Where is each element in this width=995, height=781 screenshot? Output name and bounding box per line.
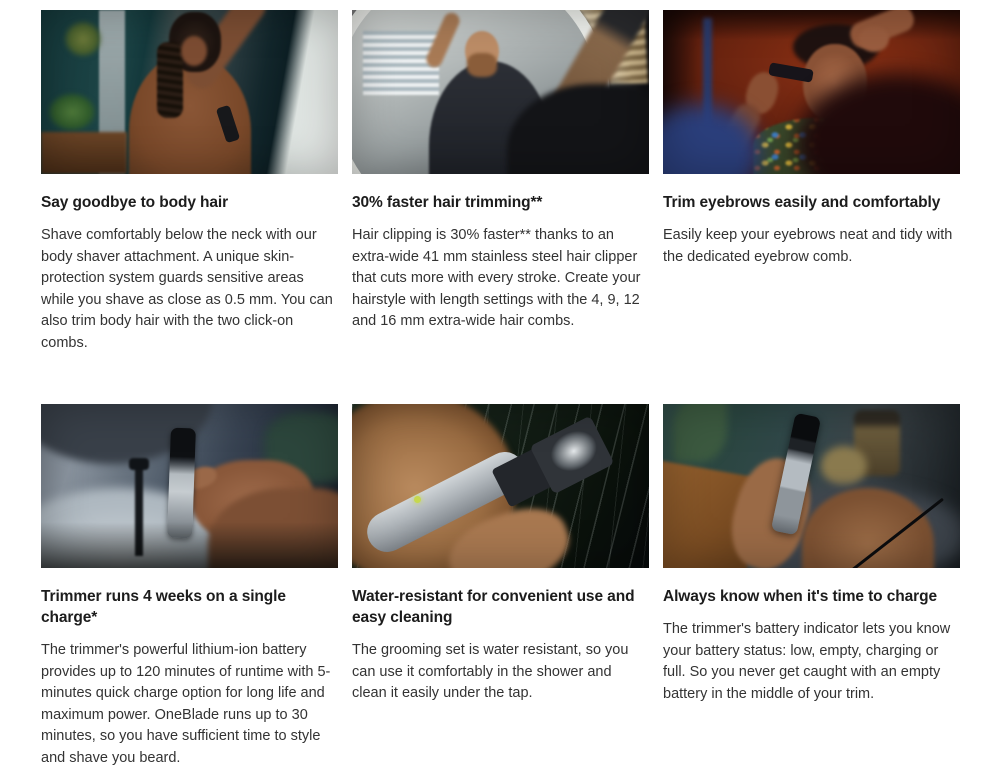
feature-image-body-shaver: [41, 10, 338, 174]
feature-title: 30% faster hair trimming**: [352, 194, 543, 211]
feature-card-body-hair: [41, 10, 338, 354]
power-led-shape: [414, 496, 421, 503]
feature-description: Easily keep your eyebrows neat and tidy with the dedicated eyebrow comb.: [663, 227, 953, 265]
feature-description: The grooming set is water resistant, so you can use it comfortably in the shower and clean it easily under the tap.: [352, 642, 629, 701]
dreadlocks-shape: [157, 42, 183, 118]
shadow-overlay-shape: [41, 522, 338, 568]
feature-card-faster-trimming: [352, 10, 649, 354]
dresser-shape: [41, 132, 127, 174]
blur-blob-shape: [821, 446, 867, 486]
feature-description: The trimmer's powerful lithium-ion battery provides up to 120 minutes of runtime with 5-minutes quick charge option for long life and maximum power. OneBlade runs up to 30 minutes, so you have sufficient time to style and shave you beard.: [41, 642, 331, 766]
feature-description: Hair clipping is 30% faster** thanks to an extra-wide 41 mm stainless steel hair clipper that cuts more with every stroke. Create your hairstyle with length settings with the 4, 9, 12 and 16 mm extra-wide hair combs.: [352, 227, 641, 329]
plant-shape: [63, 20, 103, 58]
feature-title: Water-resistant for convenient use and easy cleaning: [352, 588, 635, 626]
feature-card-battery-runtime: [41, 404, 338, 769]
faucet-head-shape: [129, 458, 149, 470]
feature-image-battery-indicator: [663, 404, 960, 568]
feature-card-charge-indicator: [663, 404, 960, 769]
beard-shape: [467, 53, 497, 77]
face-shape: [181, 36, 207, 66]
leaf-shape: [673, 404, 727, 462]
feature-title: Say goodbye to body hair: [41, 194, 229, 211]
plant-shape: [47, 92, 97, 132]
feature-image-shower: [352, 404, 649, 568]
feature-image-trimmer-sink: [41, 404, 338, 568]
feature-image-eyebrow-trim: [663, 10, 960, 174]
feature-title: Always know when it's time to charge: [663, 588, 937, 605]
feature-image-mirror: [352, 10, 649, 174]
hand-shape: [859, 26, 889, 52]
feature-title: Trim eyebrows easily and comfortably: [663, 194, 941, 211]
feature-description: Shave comfortably below the neck with our body shaver attachment. A unique skin-protection system guards sensitive areas while you shave as close as 0.5 mm. You can also trim body hair with the two click-on combs.: [41, 227, 333, 351]
feature-card-eyebrows: [663, 10, 960, 354]
feature-title: Trimmer runs 4 weeks on a single charge*: [41, 588, 286, 626]
feature-description: The trimmer's battery indicator lets you know your battery status: low, empty, charging or full. So you never get caught with an empty battery in the middle of your trim.: [663, 621, 951, 702]
feature-card-water-resistant: [352, 404, 649, 769]
